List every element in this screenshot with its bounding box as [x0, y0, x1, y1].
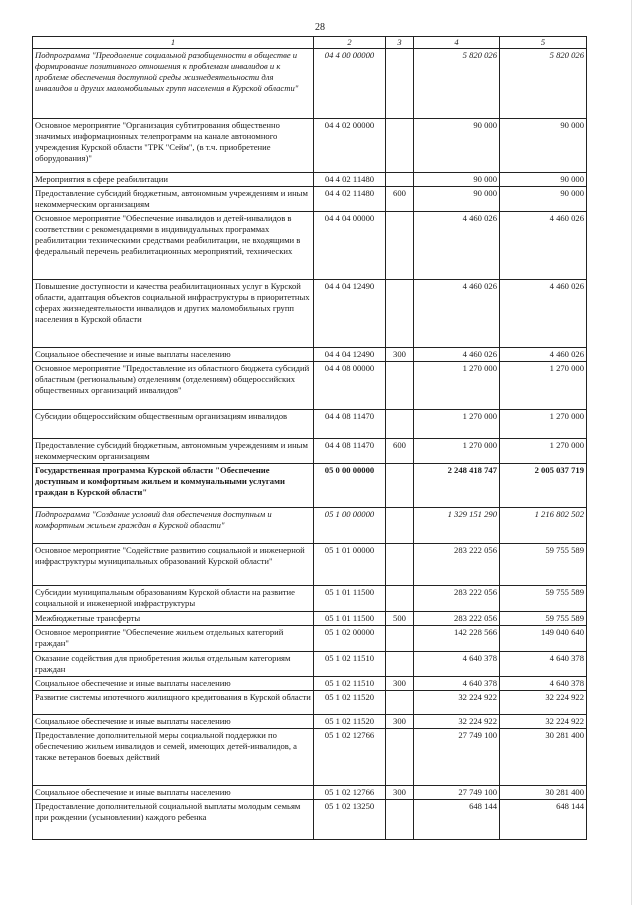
row-amount-year2: 4 460 026: [500, 279, 587, 347]
page-number: 28: [315, 22, 325, 33]
row-amount-year1: 283 222 056: [414, 611, 500, 625]
column-number: 3: [386, 37, 414, 49]
row-amount-year2: 32 224 922: [500, 690, 587, 714]
table-row: [33, 361, 587, 409]
row-name: Подпрограмма "Преодоление социальной разобщенности в обществе и формирование позитивного отношения к проблемам инвалидов и к проблеме обеспечения доступной среды жизнедеятельности для инвалидов и других маломобильных групп населения в Курской области": [33, 48, 314, 118]
row-amount-year2: 30 281 400: [500, 728, 587, 785]
row-code: 05 1 02 11510: [314, 676, 386, 690]
row-code: 05 1 01 11500: [314, 585, 386, 611]
row-expense-type: [386, 118, 414, 172]
row-name: Предоставление субсидий бюджетным, автономным учреждениям и иным некоммерческим организациям: [33, 186, 314, 211]
column-number: 5: [500, 37, 587, 49]
row-amount-year2: 4 640 378: [500, 651, 587, 676]
row-code: 05 0 00 00000: [314, 463, 386, 507]
row-expense-type: 300: [386, 785, 414, 799]
row-amount-year1: 4 460 026: [414, 347, 500, 361]
row-name: Мероприятия в сфере реабилитации: [33, 172, 314, 186]
row-amount-year1: 283 222 056: [414, 585, 500, 611]
row-code: 04 4 04 00000: [314, 211, 386, 279]
row-expense-type: [386, 211, 414, 279]
row-amount-year1: 5 820 026: [414, 48, 500, 118]
row-amount-year2: 59 755 589: [500, 611, 587, 625]
row-amount-year1: 90 000: [414, 118, 500, 172]
table-row: [33, 651, 587, 676]
row-amount-year1: 1 270 000: [414, 438, 500, 463]
row-name: Социальное обеспечение и иные выплаты населению: [33, 347, 314, 361]
row-code: 05 1 02 12766: [314, 785, 386, 799]
row-amount-year1: 90 000: [414, 172, 500, 186]
row-amount-year2: 59 755 589: [500, 543, 587, 585]
table-row: [33, 507, 587, 543]
row-name: Повышение доступности и качества реабилитационных услуг в Курской области, адаптация объектов социальной инфраструктуры в приоритетных сферах жизнедеятельности инвалидов и других маломобильных групп населения в Курской области: [33, 279, 314, 347]
row-name: Развитие системы ипотечного жилищного кредитования в Курской области: [33, 690, 314, 714]
row-code: 05 1 02 11520: [314, 714, 386, 728]
row-expense-type: [386, 463, 414, 507]
table-row: [33, 211, 587, 279]
table-row: [33, 611, 587, 625]
column-number-row: [33, 37, 587, 49]
row-amount-year1: 27 749 100: [414, 728, 500, 785]
row-name: Основное мероприятие "Содействие развитию социальной и инженерной инфраструктуры муниципальных образований Курской области": [33, 543, 314, 585]
row-expense-type: 600: [386, 186, 414, 211]
row-expense-type: 300: [386, 676, 414, 690]
row-code: 04 4 04 12490: [314, 279, 386, 347]
table-row: [33, 279, 587, 347]
row-amount-year1: 4 640 378: [414, 651, 500, 676]
row-name: Субсидии муниципальным образованиям Курской области на развитие социальной и инженерной инфраструктуры: [33, 585, 314, 611]
row-amount-year2: 5 820 026: [500, 48, 587, 118]
row-amount-year2: 4 460 026: [500, 211, 587, 279]
row-amount-year1: 648 144: [414, 799, 500, 839]
row-name: Государственная программа Курской области "Обеспечение доступным и комфортным жильем и коммунальными услугами граждан в Курской области": [33, 463, 314, 507]
row-code: 04 4 08 00000: [314, 361, 386, 409]
column-number: 2: [314, 37, 386, 49]
row-amount-year2: 1 270 000: [500, 438, 587, 463]
table-row: [33, 585, 587, 611]
row-code: 05 1 01 00000: [314, 543, 386, 585]
row-amount-year1: 32 224 922: [414, 690, 500, 714]
row-expense-type: [386, 361, 414, 409]
row-name: Межбюджетные трансферты: [33, 611, 314, 625]
table-row: [33, 728, 587, 785]
row-expense-type: [386, 585, 414, 611]
row-amount-year2: 2 005 037 719: [500, 463, 587, 507]
row-expense-type: 300: [386, 714, 414, 728]
row-amount-year2: 4 460 026: [500, 347, 587, 361]
row-amount-year1: 4 640 378: [414, 676, 500, 690]
row-code: 04 4 00 00000: [314, 48, 386, 118]
row-amount-year2: 32 224 922: [500, 714, 587, 728]
table-row: [33, 690, 587, 714]
row-expense-type: [386, 48, 414, 118]
row-expense-type: [386, 625, 414, 651]
row-name: Подпрограмма "Создание условий для обеспечения доступным и комфортным жильем граждан в Курской области": [33, 507, 314, 543]
column-number: 4: [414, 37, 500, 49]
row-code: 05 1 02 00000: [314, 625, 386, 651]
row-amount-year2: 59 755 589: [500, 585, 587, 611]
table-body: [33, 48, 587, 839]
row-expense-type: [386, 409, 414, 438]
row-amount-year1: 32 224 922: [414, 714, 500, 728]
row-amount-year2: 30 281 400: [500, 785, 587, 799]
row-name: Основное мероприятие "Обеспечение жильем отдельных категорий граждан": [33, 625, 314, 651]
budget-table: [32, 36, 587, 840]
row-amount-year1: 1 270 000: [414, 409, 500, 438]
row-expense-type: 300: [386, 347, 414, 361]
row-name: Социальное обеспечение и иные выплаты населению: [33, 676, 314, 690]
table-row: [33, 676, 587, 690]
row-expense-type: 500: [386, 611, 414, 625]
row-code: 04 4 08 11470: [314, 409, 386, 438]
table-row: [33, 543, 587, 585]
row-amount-year2: 4 640 378: [500, 676, 587, 690]
row-expense-type: [386, 690, 414, 714]
row-name: Основное мероприятие "Предоставление из областного бюджета субсидий областным (региональным) отделениям (отделениям) общероссийских общественных организаций инвалидов": [33, 361, 314, 409]
row-code: 04 4 02 11480: [314, 186, 386, 211]
table-row: [33, 186, 587, 211]
table-row: [33, 347, 587, 361]
scan-edge: [631, 0, 632, 905]
row-expense-type: 600: [386, 438, 414, 463]
row-amount-year2: 1 270 000: [500, 409, 587, 438]
table-row: [33, 438, 587, 463]
table-row: [33, 785, 587, 799]
table-row: [33, 172, 587, 186]
row-name: Предоставление дополнительной социальной выплаты молодым семьям при рождении (усыновлении) каждого ребенка: [33, 799, 314, 839]
row-code: 05 1 02 11510: [314, 651, 386, 676]
row-name: Социальное обеспечение и иные выплаты населению: [33, 785, 314, 799]
row-amount-year1: 90 000: [414, 186, 500, 211]
row-name: Предоставление дополнительной меры социальной поддержки по обеспечению жильем инвалидов и семей, имеющих детей-инвалидов, а также ветеранов боевых действий: [33, 728, 314, 785]
row-amount-year1: 2 248 418 747: [414, 463, 500, 507]
row-name: Субсидии общероссийским общественным организациям инвалидов: [33, 409, 314, 438]
row-code: 04 4 08 11470: [314, 438, 386, 463]
row-expense-type: [386, 543, 414, 585]
column-number: 1: [33, 37, 314, 49]
row-expense-type: [386, 172, 414, 186]
row-expense-type: [386, 651, 414, 676]
row-amount-year1: 283 222 056: [414, 543, 500, 585]
row-name: Социальное обеспечение и иные выплаты населению: [33, 714, 314, 728]
row-name: Предоставление субсидий бюджетным, автономным учреждениям и иным некоммерческим организациям: [33, 438, 314, 463]
table-row: [33, 799, 587, 839]
row-amount-year1: 1 270 000: [414, 361, 500, 409]
table-row: [33, 463, 587, 507]
row-expense-type: [386, 279, 414, 347]
row-name: Основное мероприятие "Обеспечение инвалидов и детей-инвалидов в соответствии с рекомендациями в индивидуальных программах реабилитации техническими средствами реабилитации, не входящими в федеральный перечень реабилитационных мероприятий, технических: [33, 211, 314, 279]
row-amount-year1: 27 749 100: [414, 785, 500, 799]
row-code: 05 1 01 11500: [314, 611, 386, 625]
row-expense-type: [386, 728, 414, 785]
table-header: [33, 37, 587, 49]
row-code: 05 1 02 11520: [314, 690, 386, 714]
row-amount-year1: 4 460 026: [414, 211, 500, 279]
table-row: [33, 714, 587, 728]
row-code: 05 1 00 00000: [314, 507, 386, 543]
row-code: 05 1 02 13250: [314, 799, 386, 839]
row-amount-year2: 648 144: [500, 799, 587, 839]
row-code: 04 4 02 00000: [314, 118, 386, 172]
row-name: Оказание содействия для приобретения жилья отдельным категориям граждан: [33, 651, 314, 676]
row-code: 04 4 04 12490: [314, 347, 386, 361]
row-amount-year2: 1 216 802 502: [500, 507, 587, 543]
row-expense-type: [386, 507, 414, 543]
row-amount-year2: 90 000: [500, 118, 587, 172]
row-code: 05 1 02 12766: [314, 728, 386, 785]
row-expense-type: [386, 799, 414, 839]
row-amount-year1: 4 460 026: [414, 279, 500, 347]
row-name: Основное мероприятие "Организация субтитрования общественно значимых информационных телепрограмм на канале автономного учреждения Курской области "ТРК "Сейм", (в т.ч. приобретение оборудования)": [33, 118, 314, 172]
row-amount-year1: 1 329 151 290: [414, 507, 500, 543]
row-amount-year1: 142 228 566: [414, 625, 500, 651]
row-amount-year2: 1 270 000: [500, 361, 587, 409]
table-row: [33, 48, 587, 118]
row-amount-year2: 90 000: [500, 172, 587, 186]
table-row: [33, 625, 587, 651]
table-row: [33, 118, 587, 172]
row-amount-year2: 90 000: [500, 186, 587, 211]
row-code: 04 4 02 11480: [314, 172, 386, 186]
table-row: [33, 409, 587, 438]
row-amount-year2: 149 040 640: [500, 625, 587, 651]
